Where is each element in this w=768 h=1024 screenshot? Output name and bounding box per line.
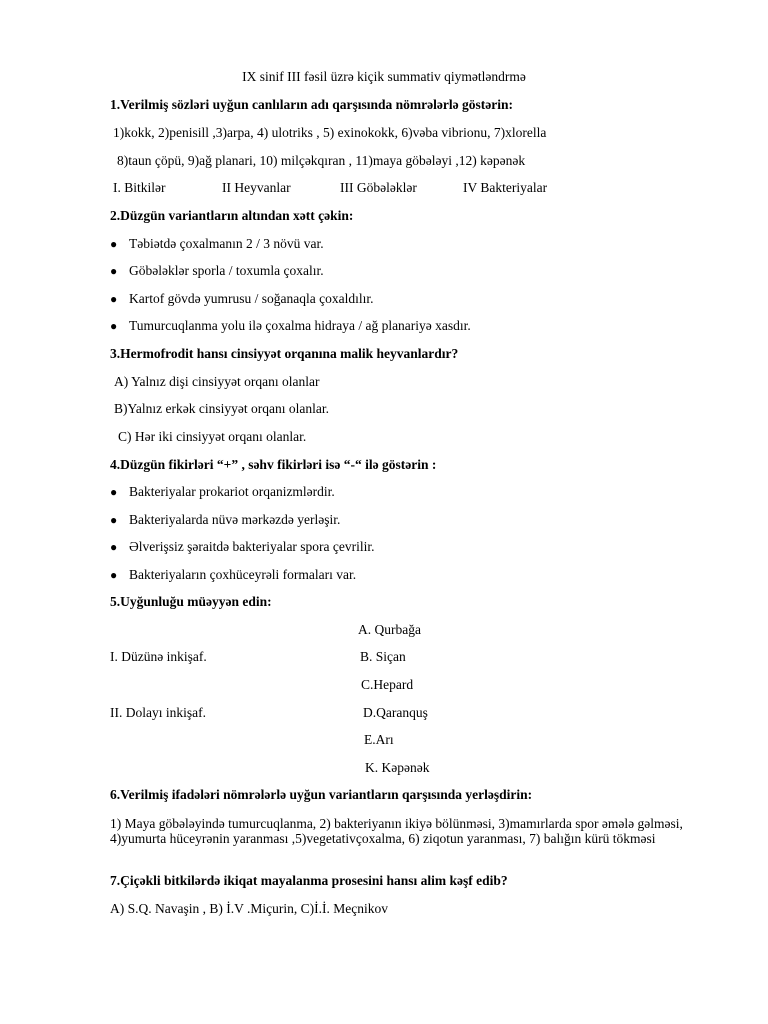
q5-option-d: D.Qaranquş [363, 705, 428, 720]
q2-item: Kartof gövdə yumrusu / soğanaqla çoxaldılır. [129, 291, 374, 306]
q2-item: Göbələklər sporla / toxumla çoxalır. [129, 263, 324, 278]
bullet-icon: ● [110, 485, 118, 499]
q3-option-b: B)Yalnız erkək cinsiyyət orqanı olanlar. [114, 401, 329, 416]
bullet-icon: ● [110, 264, 118, 278]
q2-item: Tumurcuqlanma yolu ilə çoxalma hidraya / ağ planariyə xasdır. [129, 318, 471, 333]
q5-option-a: A. Qurbağa [358, 622, 421, 637]
q1-category-bacteria: IV Bakteriyalar [463, 180, 548, 195]
bullet-icon: ● [110, 237, 118, 251]
q5-option-b: B. Siçan [360, 649, 406, 664]
bullet-icon: ● [110, 513, 118, 527]
q1-heading: 1.Verilmiş sözləri uyğun canlıların adı qarşısında nömrələrlə göstərin: [110, 97, 513, 112]
q1-word-list-line1: 1)kokk, 2)penisill ,3)arpa, 4) ulotriks , 5) exinokokk, 6)vəba vibrionu, 7)xlorella [113, 125, 547, 140]
q6-statements: 1) Maya göbələyində tumurcuqlanma, 2) bakteriyanın ikiyə bölünməsi, 3)mamırlarda spor əmələ gəlməsi, 4)yumurta hüceyrənin yaranması ,5)vegetativçoxalma, 6) ziqotun yaranması, 7) balığın kürü tökməsi [110, 816, 683, 846]
q1-category-animals: II Heyvanlar [222, 180, 291, 195]
q3-option-c: C) Hər iki cinsiyyət orqanı olanlar. [118, 429, 307, 444]
q1-category-fungi: III Göbələklər [340, 180, 417, 195]
q6-heading: 6.Verilmiş ifadələri nömrələrlə uyğun variantların qarşısında yerləşdirin: [110, 787, 533, 802]
q3-option-a: A) Yalnız dişi cinsiyyət orqanı olanlar [114, 374, 320, 389]
q7-options: A) S.Q. Navaşin , B) İ.V .Miçurin, C)İ.İ. Meçnikov [110, 901, 388, 916]
bullet-icon: ● [110, 568, 118, 582]
q5-option-k: K. Kəpənək [365, 760, 430, 775]
q2-heading: 2.Düzgün variantların altından xətt çəkin: [110, 208, 354, 223]
q5-option-c: C.Hepard [361, 677, 414, 692]
bullet-icon: ● [110, 540, 118, 554]
q5-option-e: E.Arı [364, 732, 394, 747]
bullet-icon: ● [110, 319, 118, 333]
bullet-icon: ● [110, 292, 118, 306]
page-title: IX sinif III fəsil üzrə kiçik summativ qiymətləndrmə [242, 69, 526, 84]
q5-direct-development: I. Düzünə inkişaf. [110, 649, 207, 664]
q2-item: Təbiətdə çoxalmanın 2 / 3 növü var. [129, 236, 324, 251]
q7-heading: 7.Çiçəkli bitkilərdə ikiqat mayalanma prosesini hansı alim kəşf edib? [110, 873, 508, 888]
q5-heading: 5.Uyğunluğu müəyyən edin: [110, 594, 272, 609]
q4-item: Əlverişsiz şəraitdə bakteriyalar spora çevrilir. [129, 539, 375, 554]
q1-word-list-line2: 8)taun çöpü, 9)ağ planari, 10) milçəkqıran , 11)maya göbələyi ,12) kəpənək [117, 153, 526, 168]
q4-item: Bakteriyaların çoxhüceyrəli formaları var. [129, 567, 357, 582]
q4-item: Bakteriyalarda nüvə mərkəzdə yerləşir. [129, 512, 341, 527]
q5-indirect-development: II. Dolayı inkişaf. [110, 705, 206, 720]
q3-heading: 3.Hermofrodit hansı cinsiyyət orqanına malik heyvanlardır? [110, 346, 459, 361]
q1-category-plants: I. Bitkilər [113, 180, 166, 195]
q4-item: Bakteriyalar prokariot orqanizmlərdir. [129, 484, 335, 499]
q4-heading: 4.Düzgün fikirləri “+” , səhv fikirləri isə “-“ ilə göstərin : [110, 457, 437, 472]
